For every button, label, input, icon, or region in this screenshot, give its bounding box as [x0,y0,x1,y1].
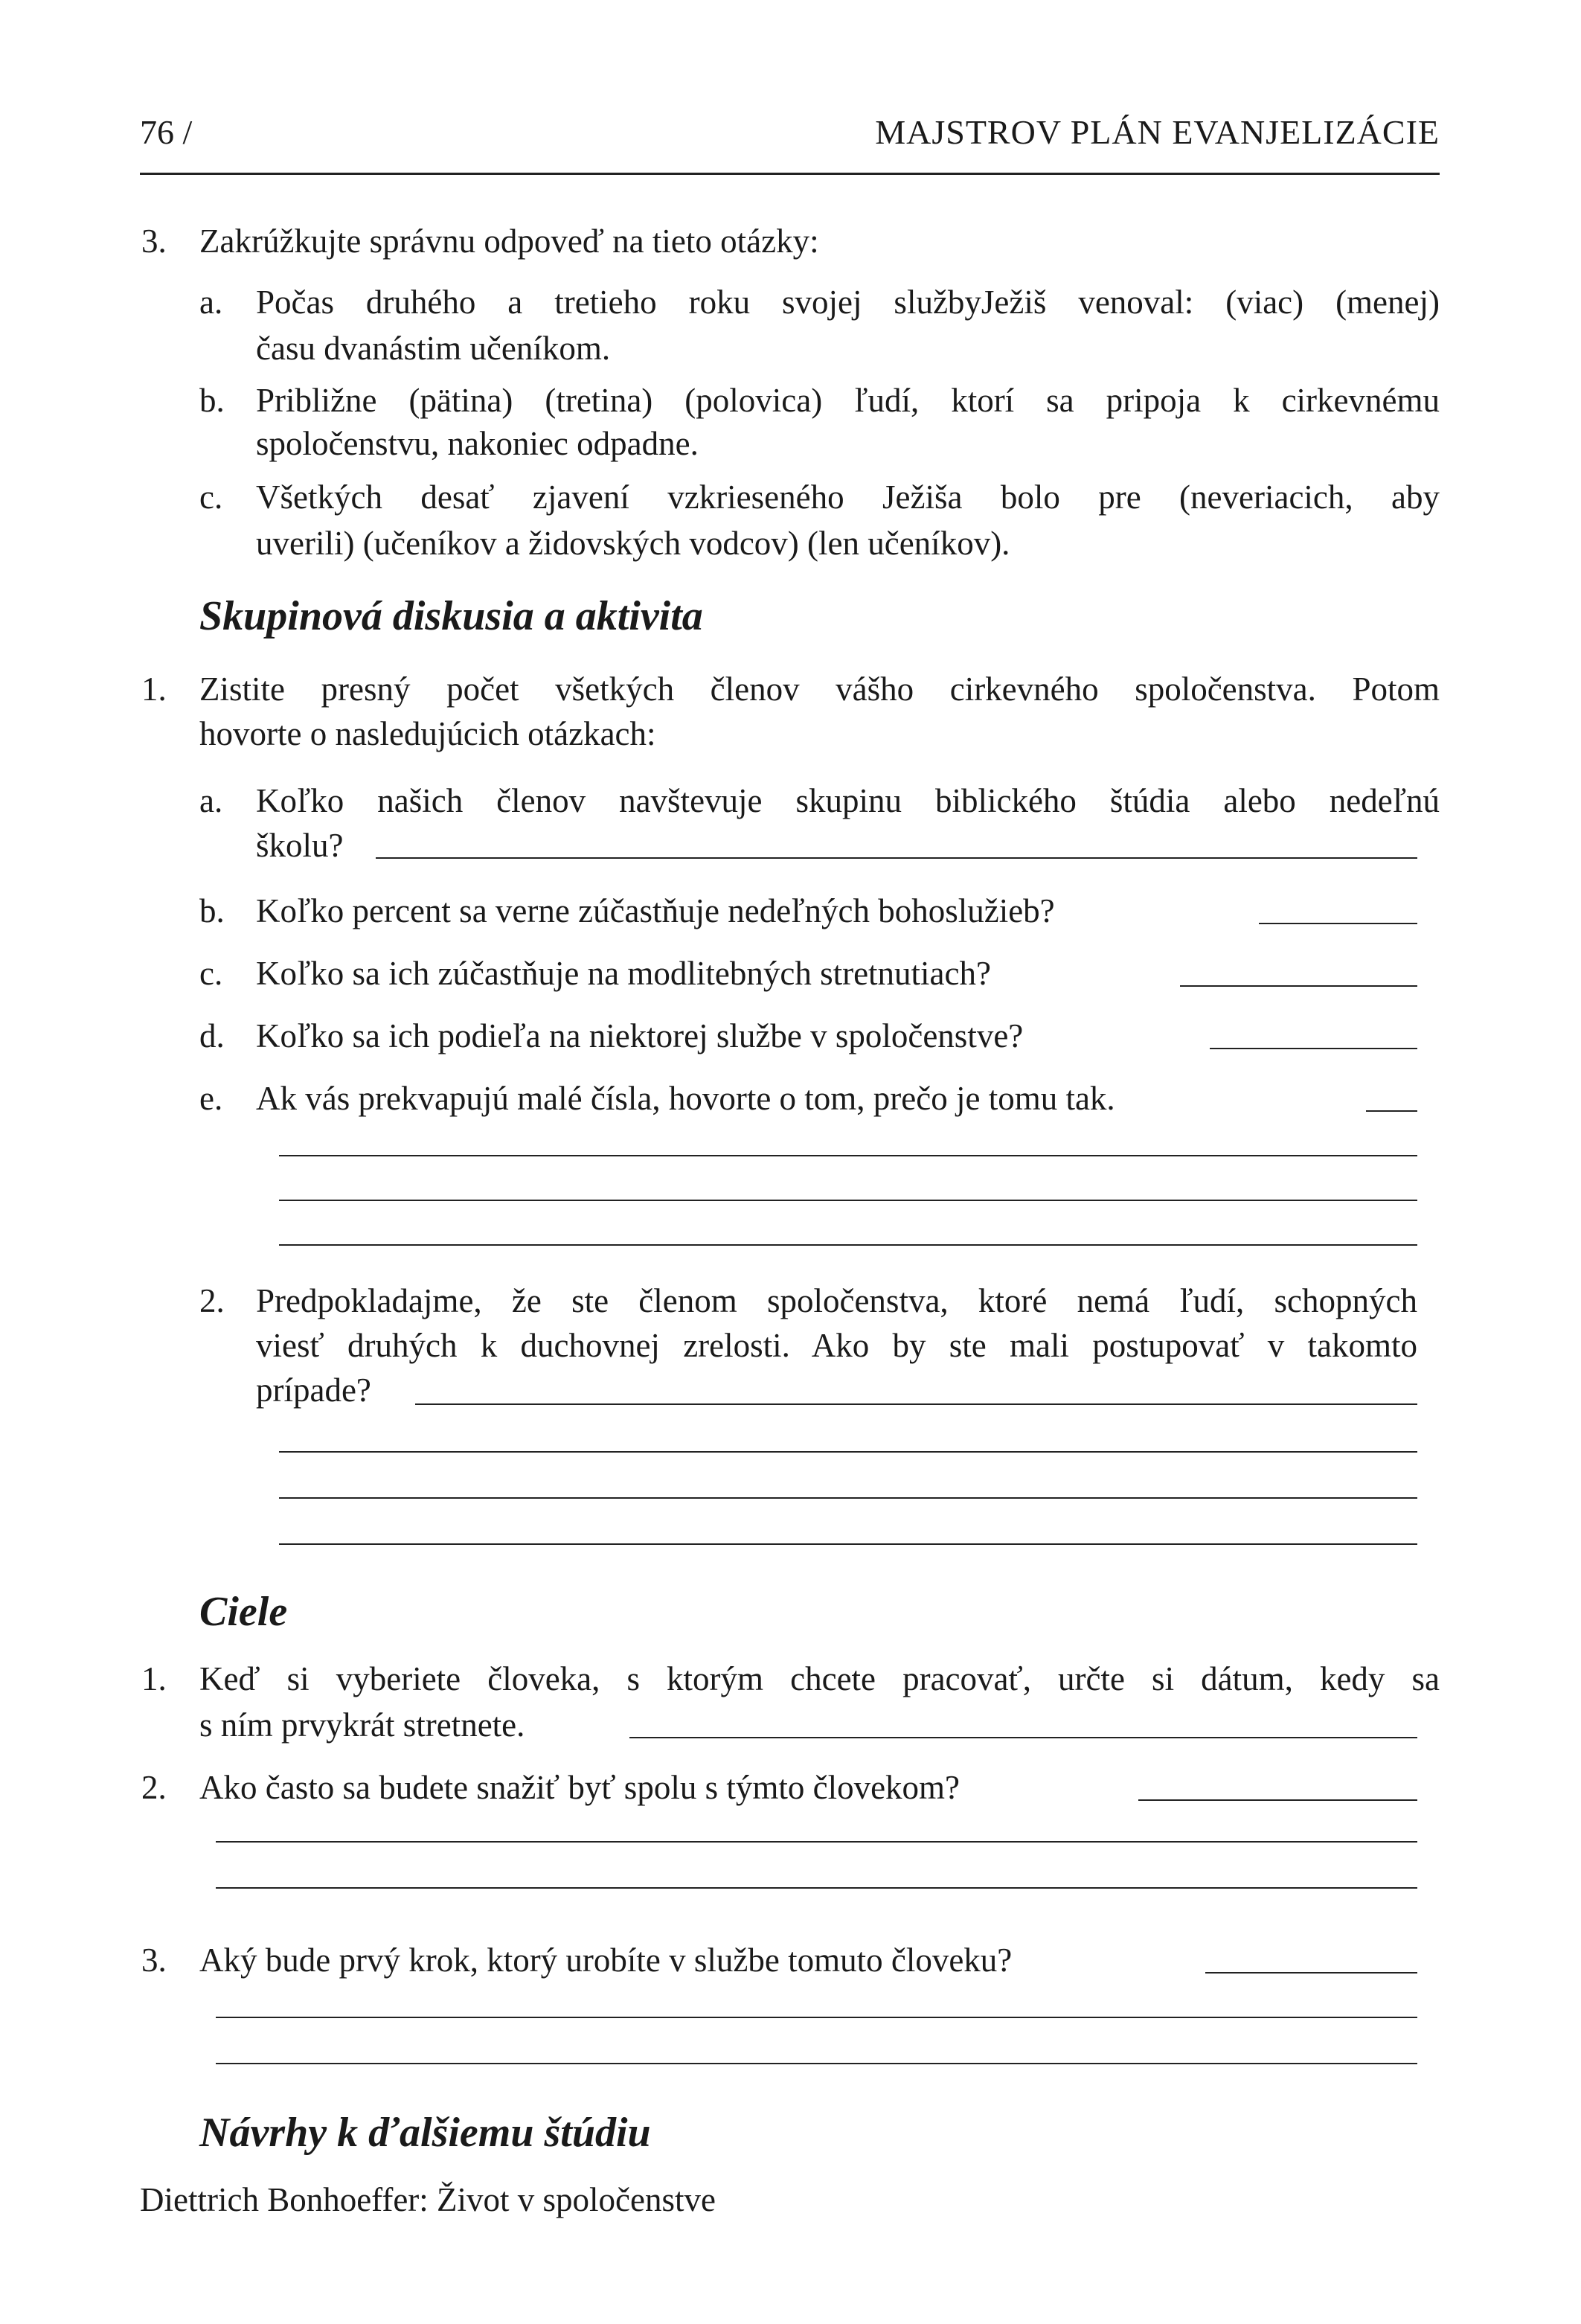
item-letter: a. [199,782,223,819]
question-number: 3. [141,223,167,260]
item-letter: d. [199,1017,225,1054]
answer-line[interactable] [629,1737,1417,1738]
item-text: Počas druhého a tretieho roku svojej službyJežiš venoval: (viac) (menej) [256,284,1440,321]
answer-line[interactable] [279,1200,1417,1201]
answer-line[interactable] [1205,1972,1417,1974]
answer-line[interactable] [1259,923,1417,924]
answer-line[interactable] [1138,1799,1417,1801]
question-text: hovorte o nasledujúcich otázkach: [199,715,656,752]
goal-text: s ním prvykrát stretnete. [199,1706,525,1744]
question-number: 2. [199,1282,225,1319]
item-text: Koľko sa ich podieľa na niektorej službe v spoločenstve? [256,1017,1024,1054]
goal-text: Ako často sa budete snažiť byť spolu s týmto človekom? [199,1769,961,1806]
answer-line[interactable] [216,1887,1417,1889]
running-header-title: MAJSTROV PLÁN EVANJELIZÁCIE [875,113,1440,151]
item-text: školu? [256,827,344,864]
item-text: Koľko sa ich zúčastňuje na modlitebných stretnutiach? [256,955,991,992]
answer-line[interactable] [415,1403,1417,1405]
answer-line[interactable] [216,1841,1417,1843]
item-letter: b. [199,892,225,929]
item-text: Koľko percent sa verne zúčastňuje nedeľných bohoslužieb? [256,892,1055,929]
item-text: Koľko našich členov navštevuje skupinu biblického štúdia alebo nedeľnú [256,782,1440,819]
item-letter: a. [199,284,223,321]
answer-line[interactable] [216,2063,1417,2064]
answer-line[interactable] [279,1497,1417,1499]
goal-number: 2. [141,1769,167,1806]
question-text: prípade? [256,1371,371,1409]
item-letter: e. [199,1080,223,1117]
item-text: spoločenstvu, nakoniec odpadne. [256,425,699,462]
answer-line[interactable] [279,1543,1417,1545]
section-heading-group-discussion: Skupinová diskusia a aktivita [199,593,703,639]
goal-text: Keď si vyberiete človeka, s ktorým chcete pracovať, určte si dátum, kedy sa [199,1660,1440,1697]
item-text: Všetkých desať zjavení vzkrieseného Ježiša bolo pre (neveriacich, aby [256,478,1440,516]
section-heading-further-study: Návrhy k ďalšiemu štúdiu [199,2110,651,2156]
question-text: viesť druhých k duchovnej zrelosti. Ako by ste mali postupovať v takomto [256,1327,1417,1364]
question-text: Predpokladajme, že ste členom spoločenstva, ktoré nemá ľudí, schopných [256,1282,1417,1319]
answer-line[interactable] [279,1451,1417,1453]
item-letter: b. [199,382,225,419]
item-text: Približne (pätina) (tretina) (polovica) ľudí, ktorí sa pripoja k cirkevnému [256,382,1440,419]
answer-line[interactable] [376,857,1417,859]
question-number: 1. [141,670,167,708]
question-prompt: Zakrúžkujte správnu odpoveď na tieto otázky: [199,223,819,260]
answer-line[interactable] [279,1244,1417,1246]
section-heading-goals: Ciele [199,1589,288,1635]
item-letter: c. [199,955,223,992]
answer-line[interactable] [216,2017,1417,2018]
answer-line[interactable] [1210,1048,1417,1049]
item-text: uverili) (učeníkov a židovských vodcov) (len učeníkov). [256,525,1010,562]
item-text: Ak vás prekvapujú malé čísla, hovorte o tom, prečo je tomu tak. [256,1080,1115,1117]
item-letter: c. [199,478,223,516]
answer-line[interactable] [279,1155,1417,1156]
item-text: času dvanástim učeníkom. [256,330,611,367]
page-number: 76 / [140,113,193,151]
goal-number: 3. [141,1942,167,1979]
header-rule [140,173,1440,175]
answer-line[interactable] [1180,985,1417,987]
answer-line[interactable] [1366,1110,1417,1112]
question-text: Zistite presný počet všetkých členov vášho cirkevného spoločenstva. Potom [199,670,1440,708]
reading-reference: Diettrich Bonhoeffer: Život v spoločenstve [140,2181,716,2218]
goal-text: Aký bude prvý krok, ktorý urobíte v službe tomuto človeku? [199,1942,1013,1979]
goal-number: 1. [141,1660,167,1697]
